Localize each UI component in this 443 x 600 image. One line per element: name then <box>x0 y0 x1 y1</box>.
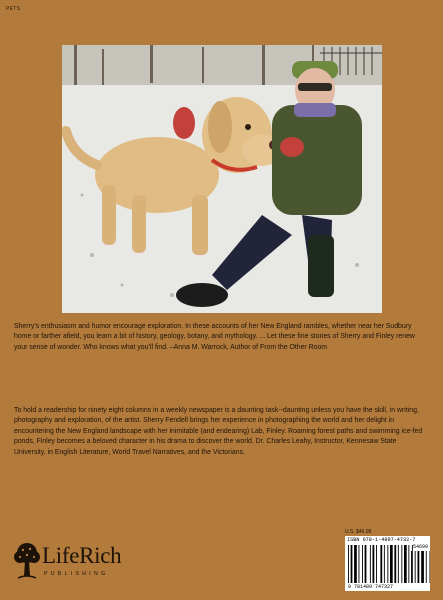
price-label: U.S. $46.99 <box>345 529 372 535</box>
barcode-digits: 9 781489 747327 <box>348 584 394 590</box>
category-label: PETS <box>6 6 21 12</box>
endorsement-quote: Sherry’s enthusiasm and humor encourage exploration. In these accounts of her New England rambles, whether near her Sudbury home or farther afield, you learn a bit of history, geology, botany, and mythology. ... Let these fine stories of Sherry and Finley renew your sense of wonder. Who knows what you’ll find. –Anna M. Warrock, Author of From the Other Room <box>14 323 415 351</box>
publisher-logo <box>12 542 152 582</box>
publisher-name: LifeRich <box>42 543 122 568</box>
publisher-subtitle: PUBLISHING <box>44 571 109 577</box>
barcode-addon: 54699 <box>413 544 429 550</box>
endorsement-review: To hold a readership for ninety eight columns in a weekly newspaper is a daunting task--daunting unless you have the skill, in writing, photography and exploration, of the artist. Sherry Fendell brings her experience in photographing the world and her delight in encountering the New England landscape with her inimitable (and endearing) Lab, Finley. Roaming forest paths and swimming ice-fed ponds, Finley becomes a beloved character in his drama to discover the world. Dr. Charles Leahy, Instructor, Kennesaw State University, in English Literature, World Travel Narratives, and the Victorians. <box>14 407 423 456</box>
isbn-barcode <box>345 536 430 591</box>
tree-icon <box>12 542 42 580</box>
isbn-text: ISBN 978-1-4897-4732-7 <box>347 537 416 543</box>
photo-woman-with-dog-in-snow <box>62 45 382 313</box>
cover-photo <box>62 45 382 313</box>
